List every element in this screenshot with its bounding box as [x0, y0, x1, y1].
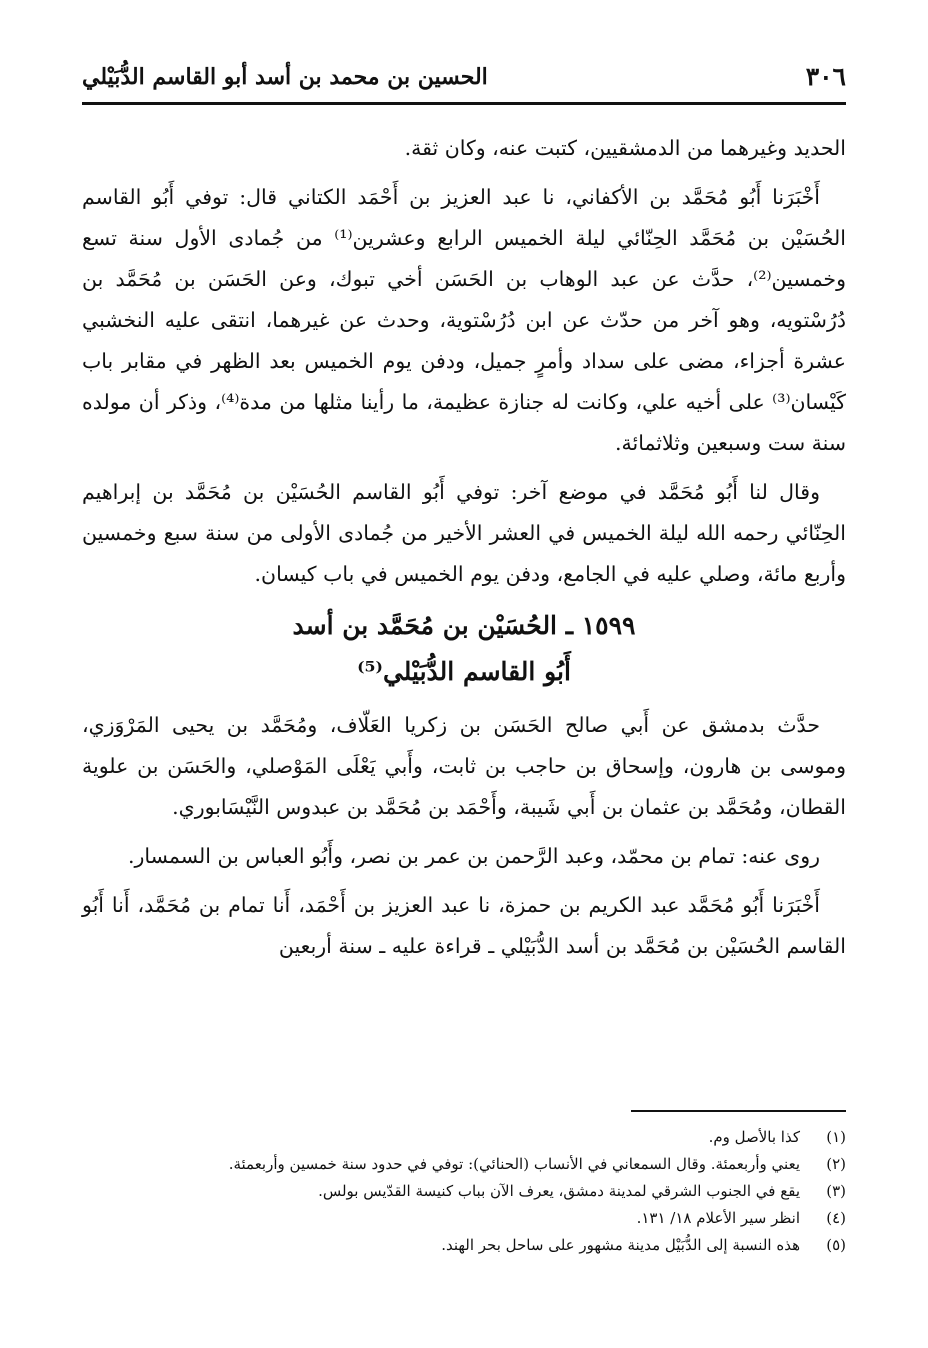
- footnote-number: (١): [826, 1128, 846, 1146]
- footnote-number: (٢): [826, 1155, 846, 1173]
- footnote-text: يعني وأربعمئة. وقال السمعاني في الأنساب (الحنائي): توفي في حدود سنة خمسين وأربعمئة.: [228, 1155, 800, 1173]
- footnotes: [82, 1124, 846, 1259]
- entry-paragraph-2: روى عنه: تمام بن محمّد، وعبد الرَّحمن بن عمر بن نصر، وأَبُو العباس بن السمسار.: [127, 844, 820, 868]
- footnote-text: انظر سير الأعلام ١٨/ ١٣١.: [636, 1209, 800, 1227]
- footnote-number: (٣): [826, 1182, 846, 1200]
- entry-paragraph-3: أَخْبَرَنا أَبُو مُحَمَّد عبد الكريم بن حمزة، نا عبد العزيز بن أَحْمَد، أَنا تمام بن مُحَمَّد، أَنا أَبُو القاسم الحُسَيْن بن مُحَمَّد بن أسد الدُّبَيْلي ـ قراءة عليه ـ سنة أربعين: [82, 893, 846, 958]
- footnote-divider: [631, 1110, 846, 1112]
- footnote-2: [82, 1151, 846, 1178]
- footnote-4: [82, 1205, 846, 1232]
- page-number: ٣٠٦: [805, 62, 846, 91]
- entry-heading-line-2: أَبُو القاسم الدُّبَيْلي⁽⁵⁾: [357, 657, 571, 686]
- entry-heading: [82, 603, 846, 695]
- main-text: [82, 128, 846, 975]
- footnote-number: (٥): [826, 1236, 846, 1254]
- paragraph-3: وقال لنا أَبُو مُحَمَّد في موضع آخر: توفي أَبُو القاسم الحُسَيْن بن مُحَمَّد بن إبراهيم الحِنّائي رحمه الله ليلة الخميس في العشر الأخير من جُمادى الأولى من سنة سبع وخمسين وأربع مائة، وصلي عليه في الجامع، ودفن يوم الخميس في باب كيسان.: [82, 480, 846, 586]
- running-header: [82, 58, 846, 105]
- entry-heading-line-1: ١٥٩٩ ـ الحُسَيْن بن مُحَمَّد بن أسد: [292, 611, 636, 640]
- footnote-text: هذه النسبة إلى الدُّبَيْل مدينة مشهور على ساحل بحر الهند.: [441, 1236, 800, 1254]
- footnote-5: [82, 1232, 846, 1259]
- paragraph-2: أَخْبَرَنا أَبُو مُحَمَّد بن الأكفاني، نا عبد العزيز بن أَحْمَد الكتاني قال: توفي أَبُو القاسم الحُسَيْن بن مُحَمَّد الحِنّائي ليلة الخميس الرابع وعشرين⁽¹⁾ من جُمادى الأول سنة تسع وخمسين⁽²⁾، حدَّث عن عبد الوهاب بن الحَسَن أخي تبوك، وعن الحَسَن بن مُحَمَّد بن دُرُسْتويه، وهو آخر من حدّث عن ابن دُرُسْتوية، وحدث عن غيرهما، انتقى عليه النخشبي عشرة أجزاء، مضى على سداد وأمرٍ جميل، ودفن يوم الخميس بعد الظهر في مقابر باب كَيْسان⁽³⁾ على أخيه علي، وكانت له جنازة عظيمة، ما رأينا مثلها من مدة⁽⁴⁾، وذكر أن مولده سنة ست وسبعين وثلاثمائة.: [82, 185, 847, 455]
- footnote-text: كذا بالأصل وم.: [708, 1128, 800, 1146]
- footnote-3: [82, 1178, 846, 1205]
- footnote-text: يقع في الجنوب الشرقي لمدينة دمشق، يعرف الآن بباب كنيسة القدّيس بولس.: [318, 1182, 800, 1200]
- footnote-1: [82, 1124, 846, 1151]
- footnote-number: (٤): [826, 1209, 846, 1227]
- entry-paragraph-1: حدَّث بدمشق عن أَبي صالح الحَسَن بن زكريا العَلّاف، ومُحَمَّد بن يحيى المَرْوَزي، وموسى بن هارون، وإسحاق بن حاجب بن ثابت، وأَبي يَعْلَى المَوْصلي، والحَسَن بن علوية القطان، ومُحَمَّد بن عثمان بن أَبي شَيبة، وأَحْمَد بن مُحَمَّد بن عبدوس النَّيْسَابوري.: [82, 713, 846, 819]
- paragraph-1: الحديد وغيرهما من الدمشقيين، كتبت عنه، وكان ثقة.: [404, 136, 846, 160]
- running-title: الحسين بن محمد بن أسد أبو القاسم الدُّبَيْلي: [82, 64, 488, 90]
